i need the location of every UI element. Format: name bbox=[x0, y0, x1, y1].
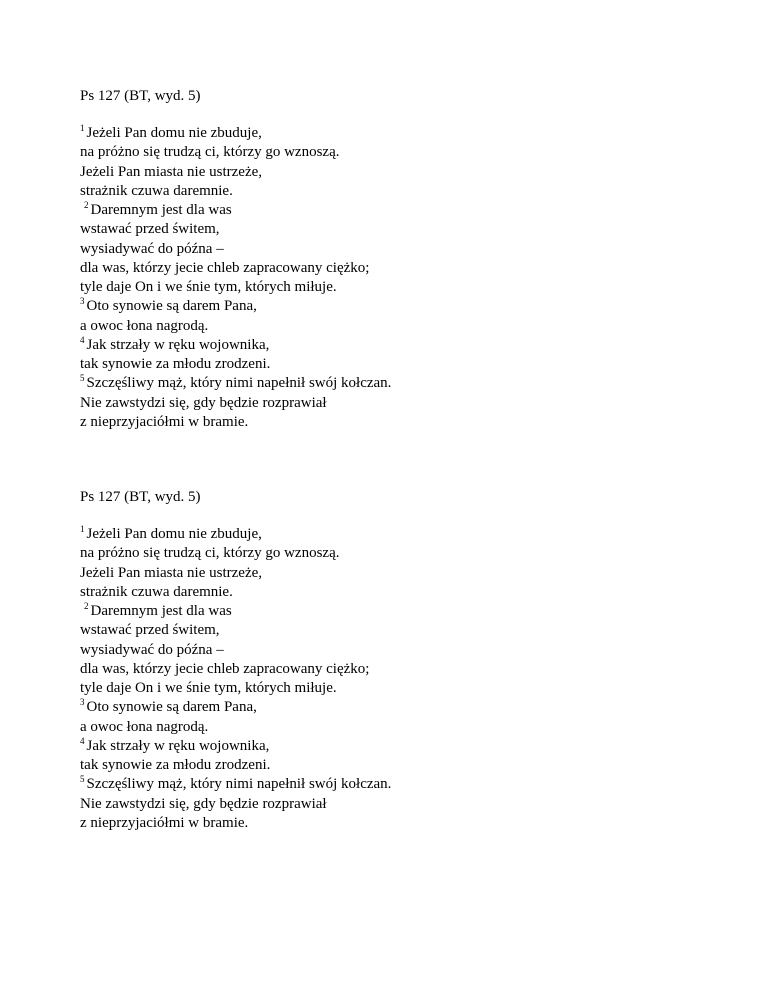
section-title: Ps 127 (BT, wyd. 5) bbox=[80, 489, 201, 505]
verse-number: 4 bbox=[80, 735, 85, 746]
line-text: na próżno się trudzą ci, którzy go wznoszą. bbox=[80, 545, 340, 562]
verse-number: 2 bbox=[84, 601, 89, 611]
psalm-line bbox=[80, 756, 720, 775]
line-text: wysiadywać do późna – bbox=[80, 240, 224, 257]
line-text: strażnik czuwa daremnie. bbox=[80, 583, 233, 600]
psalm-line bbox=[80, 795, 720, 814]
line-text: na próżno się trudzą ci, którzy go wznoszą. bbox=[80, 144, 340, 161]
psalm-line bbox=[80, 660, 720, 679]
line-text: dla was, którzy jecie chleb zapracowany ciężko; bbox=[80, 259, 370, 276]
line-text: Oto synowie są darem Pana, bbox=[86, 699, 257, 716]
verse-number: 1 bbox=[80, 524, 85, 534]
psalm-line bbox=[80, 374, 720, 393]
psalm-line bbox=[80, 201, 720, 220]
line-text: Szczęśliwy mąż, który nimi napełnił swój kołczan. bbox=[86, 776, 392, 793]
line-text: wstawać przed świtem, bbox=[80, 622, 220, 639]
psalm-line bbox=[80, 679, 720, 698]
psalm-line bbox=[80, 317, 720, 336]
psalm-line bbox=[80, 240, 720, 259]
spacer bbox=[80, 106, 720, 124]
psalm-line bbox=[80, 737, 720, 756]
line-text: tak synowie za młodu zrodzeni. bbox=[80, 757, 271, 773]
line-text: Daremnym jest dla was bbox=[90, 202, 232, 218]
line-text: Oto synowie są darem Pana, bbox=[86, 298, 257, 315]
line-text: strażnik czuwa daremnie. bbox=[80, 182, 233, 199]
verse-number: 4 bbox=[80, 334, 85, 345]
line-text: tyle daje On i we śnie tym, których miłuje. bbox=[80, 279, 337, 295]
spacer bbox=[80, 507, 720, 525]
psalm-line bbox=[80, 220, 720, 239]
psalm-line bbox=[80, 413, 720, 432]
line-text: Nie zawstydzi się, gdy będzie rozprawiał bbox=[80, 795, 327, 812]
psalm-line bbox=[80, 163, 720, 182]
psalm-line bbox=[80, 602, 720, 621]
verse-number: 5 bbox=[80, 774, 85, 785]
psalm-line bbox=[80, 525, 720, 544]
psalm-line bbox=[80, 814, 720, 833]
psalm-line bbox=[80, 775, 720, 794]
line-text: Jeżeli Pan miasta nie ustrzeże, bbox=[80, 163, 263, 180]
section-title: Ps 127 (BT, wyd. 5) bbox=[80, 88, 201, 104]
line-text: Jeżeli Pan miasta nie ustrzeże, bbox=[80, 564, 263, 581]
line-text: wstawać przed świtem, bbox=[80, 221, 220, 238]
line-text: Nie zawstydzi się, gdy będzie rozprawiał bbox=[80, 394, 327, 411]
line-text: z nieprzyjaciółmi w bramie. bbox=[80, 814, 249, 831]
psalm-line bbox=[80, 394, 720, 413]
psalm-line bbox=[80, 182, 720, 201]
psalm-line bbox=[80, 621, 720, 640]
psalm-line bbox=[80, 564, 720, 583]
psalm-line bbox=[80, 355, 720, 374]
verse-number: 3 bbox=[80, 296, 85, 307]
line-text: dla was, którzy jecie chleb zapracowany ciężko; bbox=[80, 660, 370, 677]
line-text: tyle daje On i we śnie tym, których miłuje. bbox=[80, 680, 337, 696]
verse-number: 1 bbox=[80, 123, 85, 133]
psalm-line bbox=[80, 297, 720, 316]
psalm-line bbox=[80, 278, 720, 297]
psalm-line bbox=[80, 336, 720, 355]
line-text: Jak strzały w ręku wojownika, bbox=[86, 737, 270, 754]
verse-number: 5 bbox=[80, 373, 85, 384]
line-text: wysiadywać do późna – bbox=[80, 641, 224, 658]
line-text: Szczęśliwy mąż, który nimi napełnił swój kołczan. bbox=[86, 375, 392, 392]
psalm-text bbox=[80, 124, 720, 432]
line-text: a owoc łona nagrodą. bbox=[80, 718, 209, 735]
psalm-line bbox=[80, 259, 720, 278]
verse-number: 3 bbox=[80, 697, 85, 708]
psalm-section bbox=[80, 86, 720, 432]
line-text: Jak strzały w ręku wojownika, bbox=[86, 336, 270, 353]
psalm-line bbox=[80, 641, 720, 660]
line-text: Jeżeli Pan domu nie zbuduje, bbox=[86, 125, 262, 141]
psalm-line bbox=[80, 124, 720, 143]
line-text: z nieprzyjaciółmi w bramie. bbox=[80, 413, 249, 430]
line-text: Daremnym jest dla was bbox=[90, 603, 232, 619]
line-text: tak synowie za młodu zrodzeni. bbox=[80, 356, 271, 372]
line-text: a owoc łona nagrodą. bbox=[80, 317, 209, 334]
psalm-section bbox=[80, 487, 720, 833]
psalm-line bbox=[80, 143, 720, 162]
line-text: Jeżeli Pan domu nie zbuduje, bbox=[86, 526, 262, 542]
psalm-line bbox=[80, 544, 720, 563]
verse-number: 2 bbox=[84, 200, 89, 210]
psalm-line bbox=[80, 583, 720, 602]
psalm-line bbox=[80, 718, 720, 737]
psalm-line bbox=[80, 698, 720, 717]
psalm-text bbox=[80, 525, 720, 833]
